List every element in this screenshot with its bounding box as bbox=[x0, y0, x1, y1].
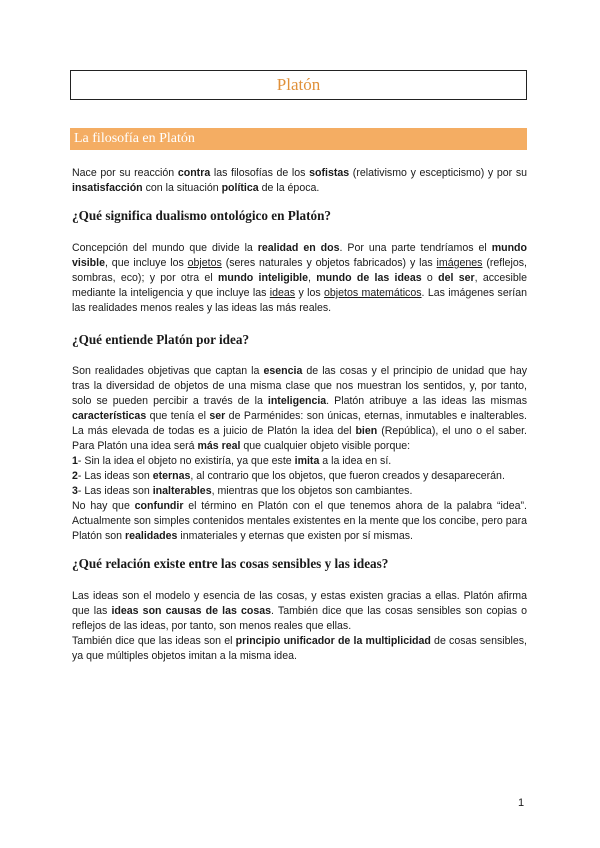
heading-idea: ¿Qué entiende Platón por idea? bbox=[72, 332, 250, 347]
document-title: Platón bbox=[70, 70, 527, 100]
heading-relacion: ¿Qué relación existe entre las cosas sensibles y las ideas? bbox=[72, 556, 389, 571]
list-item: 3- Las ideas son inalterables, mientras que los objetos son cambiantes. bbox=[72, 485, 413, 497]
page-number: 1 bbox=[518, 797, 525, 809]
paragraph-relacion: Las ideas son el modelo y esencia de las cosas, y estas existen gracias a ellas. Platón afirma que las ideas son causas de las cosas. También dice que las cosas sensibles son copias o reflejos de las ideas, por tanto, son menos reales que ellas. bbox=[72, 590, 527, 632]
paragraph-idea: Son realidades objetivas que captan la esencia de las cosas y el principio de unidad que hay tras la diversidad de objetos de una misma clase que nos muestran los sentidos, y, por tanto, solo se pueden percibir a través de la inteligencia. Platón atribuye a las ideas las mismas características que tenía el ser de Parménides: son únicas, eternas, inmutables e inalterables. La más elevada de todas es a juicio de Platón la idea del bien (República), el uno o el saber. Para Platón una idea será más real que cualquier objeto visible porque: bbox=[72, 365, 528, 452]
relacion-section-body bbox=[72, 589, 527, 664]
idea-section-body bbox=[72, 364, 527, 544]
paragraph-principio: También dice que las ideas son el principio unificador de la multiplicidad de cosas sensibles, ya que múltiples objetos imitan a la misma idea. bbox=[72, 635, 527, 662]
section-header: La filosofía en Platón bbox=[70, 128, 527, 150]
paragraph-confusion: No hay que confundir el término en Platón con el que tenemos ahora de la palabra “idea”. Actualmente son simples contenidos mentales existentes en la mente que los concibe, pero para Platón son realidades inmateriales y eternas que existen por sí mismas. bbox=[72, 500, 527, 542]
heading-dualismo: ¿Qué significa dualismo ontológico en Platón? bbox=[72, 208, 332, 223]
list-item: 1- Sin la idea el objeto no existiría, ya que este imita a la idea en sí. bbox=[72, 455, 392, 467]
paragraph-dualismo: Concepción del mundo que divide la realidad en dos. Por una parte tendríamos el mundo visible, que incluye los objetos (seres naturales y objetos fabricados) y las imágenes (reflejos, sombras, eco); y por otra el mundo inteligible, mundo de las ideas o del ser, accesible mediante la inteligencia y que incluye las ideas y los objetos matemáticos. Las imágenes serían las realidades menos reales y las ideas las más reales. bbox=[72, 242, 528, 314]
intro-paragraph: Nace por su reacción contra las filosofías de los sofistas (relativismo y escepticismo) y por su insatisfacción con la situación política de la época. bbox=[72, 167, 528, 194]
list-item: 2- Las ideas son eternas, al contrario que los objetos, que fueron creados y desaparecerán. bbox=[72, 470, 505, 482]
